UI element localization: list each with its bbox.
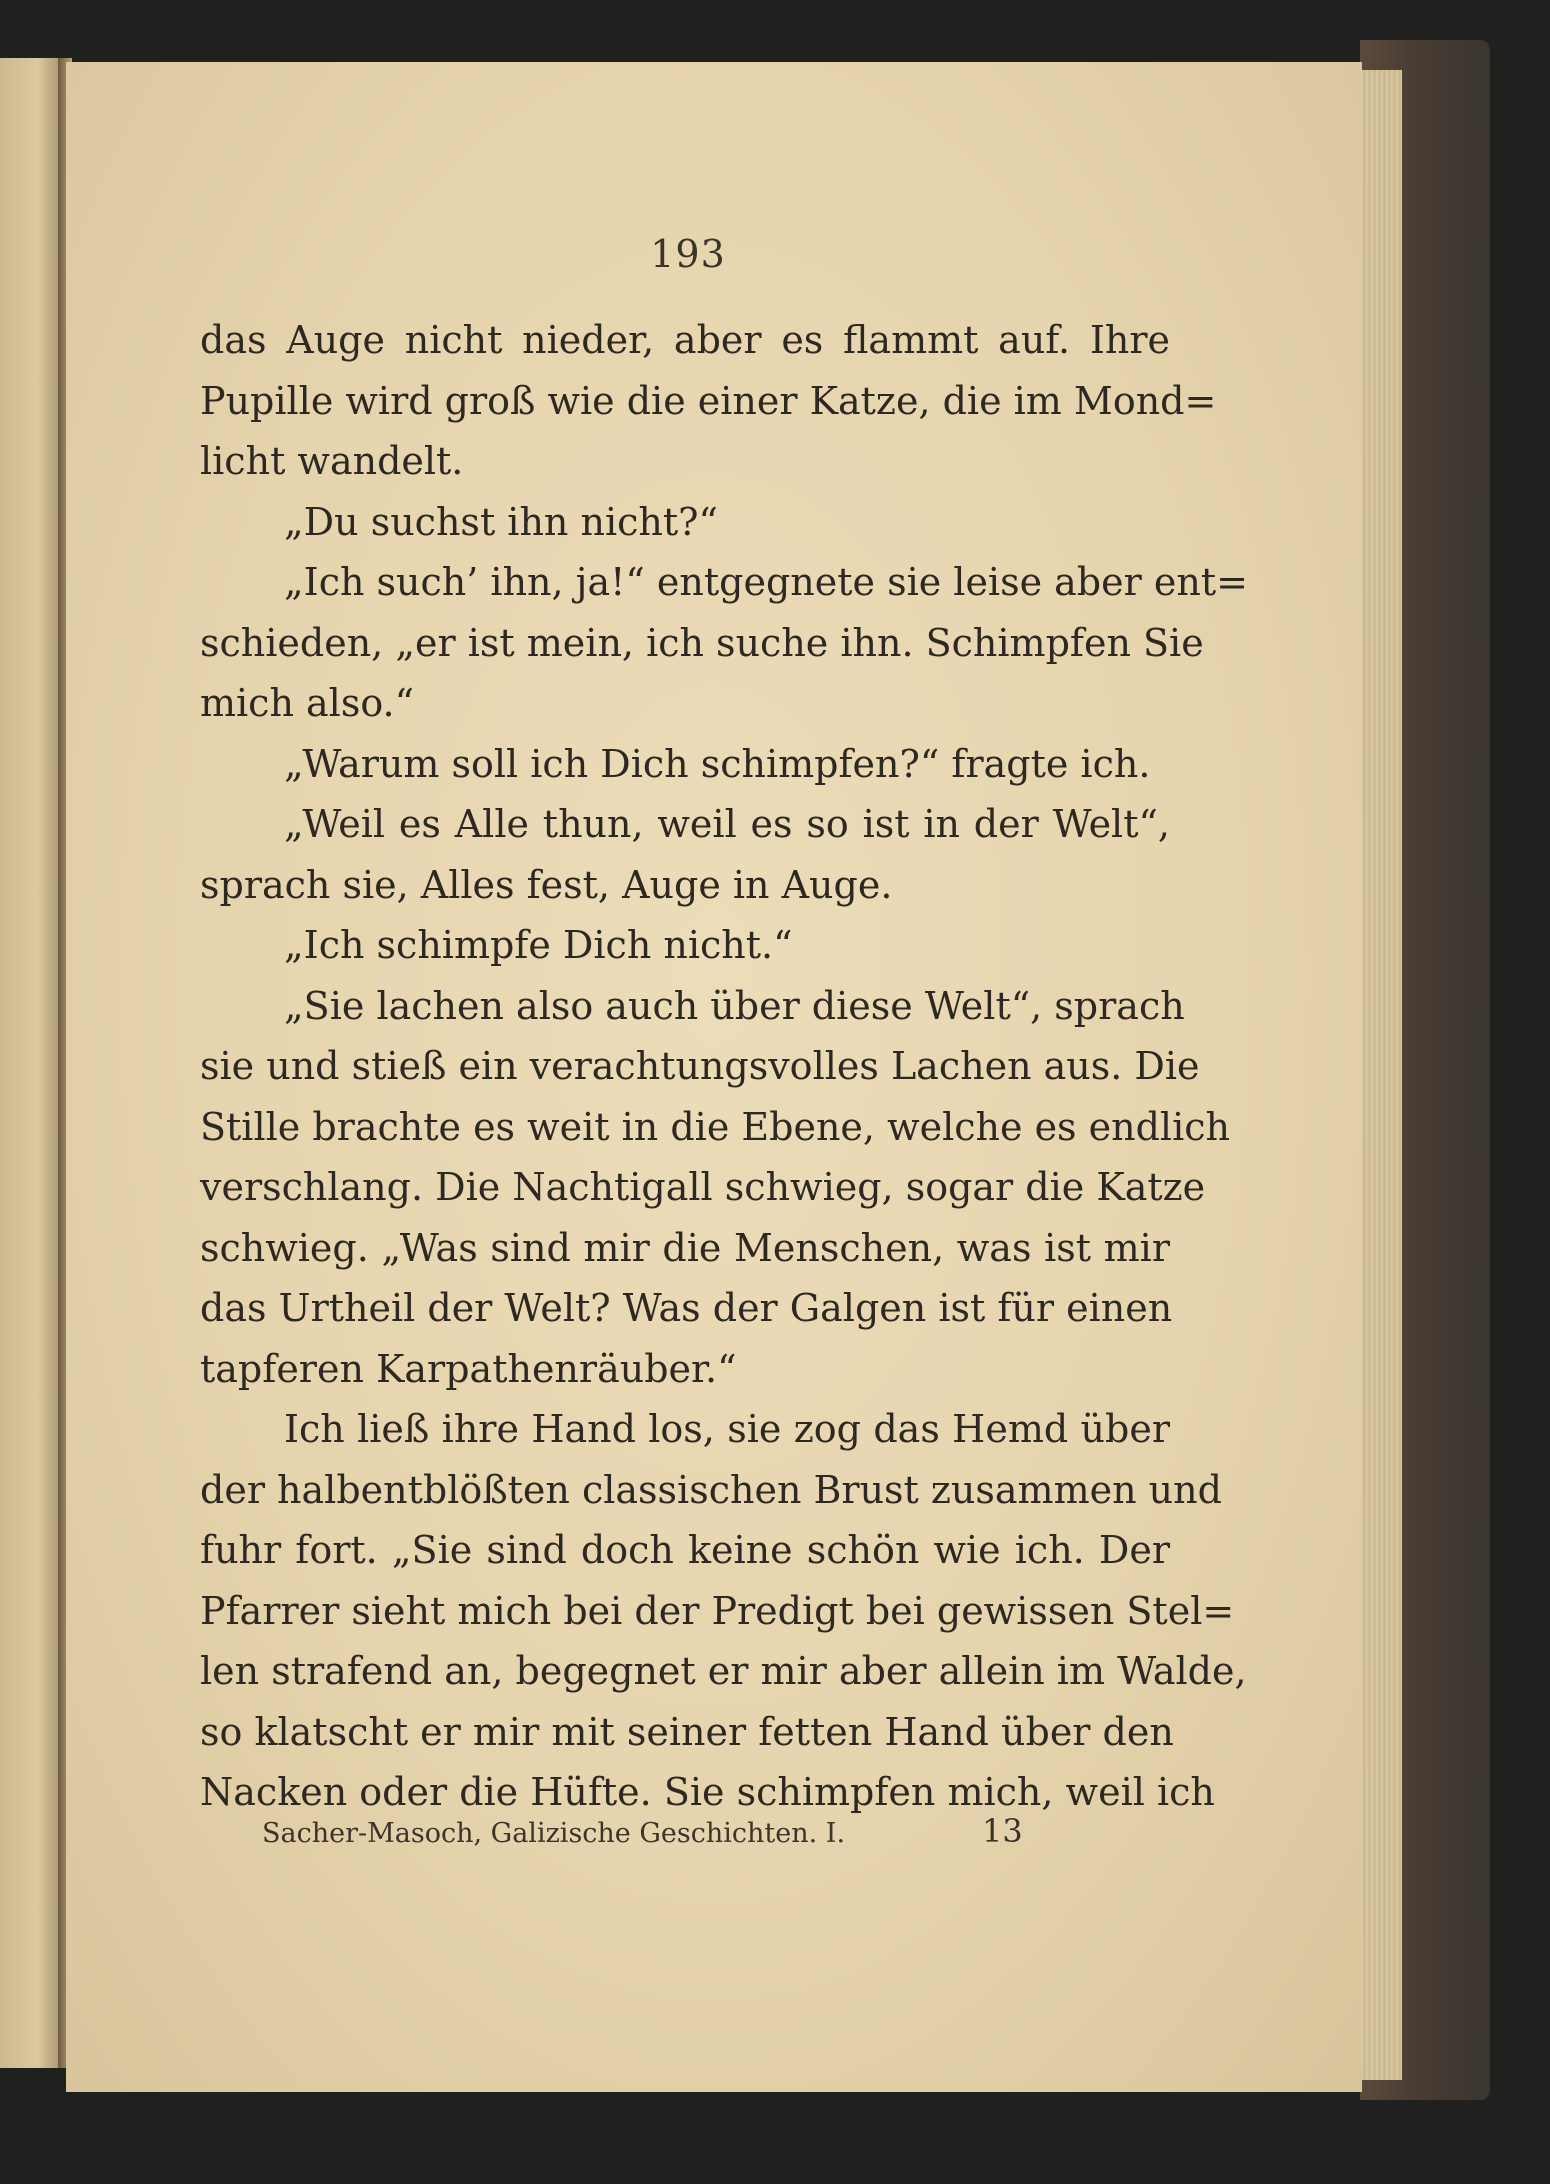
footer-sheet-number: 13	[982, 1812, 1023, 1850]
text-line: Stille brachte es weit in die Ebene, welche es endlich	[200, 1104, 1230, 1149]
text-line: „Weil es Alle thun, weil es so ist in der Welt“,	[284, 802, 1170, 846]
text-line: so klatscht er mir mit seiner fetten Hand über den	[200, 1709, 1174, 1754]
footer-signature: Sacher-Masoch, Galizische Geschichten. I.	[262, 1818, 846, 1849]
text-line: Nacken oder die Hüfte. Sie schimpfen mich, weil ich	[200, 1770, 1215, 1814]
text-line: das Urtheil der Welt? Was der Galgen ist für einen	[200, 1286, 1173, 1330]
text-line: fuhr fort. „Sie sind doch keine schön wie ich. Der	[200, 1528, 1170, 1572]
text-line: mich also.“	[200, 681, 415, 725]
text-line: tapferen Karpathenräuber.“	[200, 1346, 737, 1391]
text-line: „Du suchst ihn nicht?“	[284, 499, 718, 544]
text-line: „Sie lachen also auch über diese Welt“, sprach	[284, 983, 1185, 1028]
text-line: Pupille wird groß wie die einer Katze, die im Mond=	[200, 378, 1217, 423]
page-number: 193	[650, 232, 726, 276]
text-line: verschlang. Die Nachtigall schwieg, sogar die Katze	[200, 1165, 1206, 1209]
left-page-sliver	[0, 58, 62, 2068]
text-line: „Warum soll ich Dich schimpfen?“ fragte ich.	[284, 741, 1151, 786]
body-text	[200, 310, 1248, 1823]
text-line: sprach sie, Alles fest, Auge in Auge.	[200, 862, 893, 907]
text-line: schwieg. „Was sind mir die Menschen, was ist mir	[200, 1225, 1170, 1270]
text-line: licht wandelt.	[200, 439, 464, 483]
text-line: das Auge nicht nieder, aber es flammt auf. Ihre	[200, 318, 1170, 362]
text-line: „Ich schimpfe Dich nicht.“	[284, 923, 793, 967]
text-line: „Ich such’ ihn, ja!“ entgegnete sie leise aber ent=	[284, 560, 1248, 604]
text-line: Pfarrer sieht mich bei der Predigt bei gewissen Stel=	[200, 1588, 1235, 1633]
text-line: sie und stieß ein verachtungsvolles Lachen aus. Die	[200, 1044, 1200, 1088]
text-line: len strafend an, begegnet er mir aber allein im Walde,	[200, 1649, 1247, 1693]
text-line: der halbentblößten classischen Brust zusammen und	[200, 1467, 1222, 1512]
text-line: schieden, „er ist mein, ich suche ihn. Schimpfen Sie	[200, 620, 1204, 665]
text-line: Ich ließ ihre Hand los, sie zog das Hemd über	[284, 1407, 1170, 1451]
